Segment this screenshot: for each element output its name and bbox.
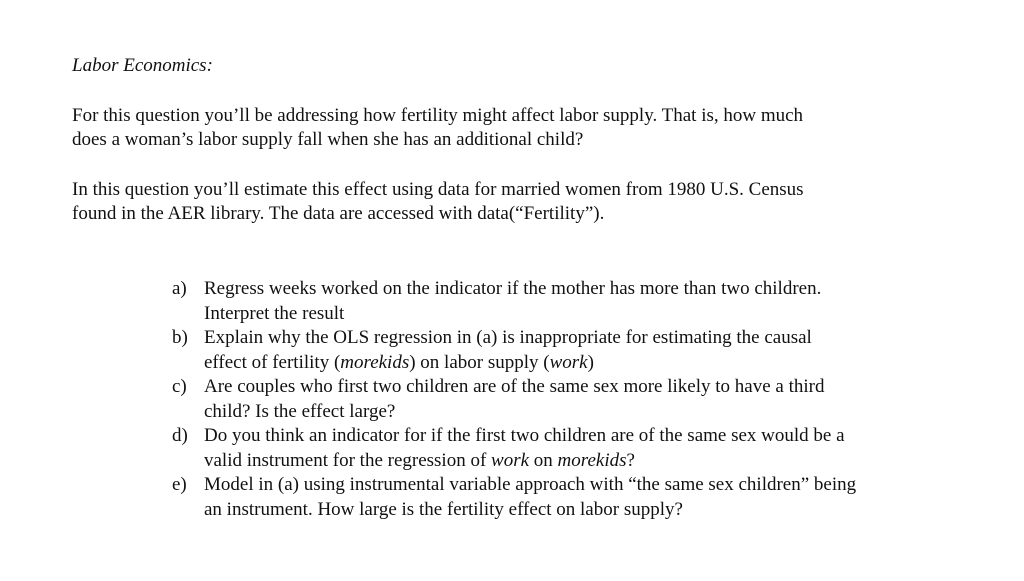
question-b-line-2 [204,351,972,376]
question-a-line-2: Interpret the result [204,302,345,324]
question-e-line-2: an instrument. How large is the fertility effect on labor supply? [204,498,683,520]
question-list [172,277,972,522]
question-c-line-1: Are couples who first two children are of the same sex more likely to have a third [204,376,825,397]
question-a-label: a) [172,278,187,299]
question-d-line-1: Do you think an indicator for if the first two children are of the same sex would be a [204,425,845,446]
question-b-line-1: Explain why the OLS regression in (a) is inappropriate for estimating the causal [204,327,812,348]
intro-paragraph-2 [72,178,972,226]
question-e-line-1: Model in (a) using instrumental variable approach with “the same sex children” being [204,474,857,495]
intro-paragraph-1-line-1: For this question you’ll be addressing how fertility might affect labor supply. That is, how much [72,105,804,126]
intro-paragraph-1-line-2: does a woman’s labor supply fall when she has an additional child? [72,129,584,150]
question-d-line-2-pre: valid instrument for the regression of [204,449,492,471]
question-b [172,326,972,375]
question-b-line-2-pre: effect of fertility ( [204,351,341,373]
question-b-line-2-mid: ) on labor supply ( [409,351,550,373]
variable-morekids: morekids [340,351,410,373]
question-c-line-2: child? Is the effect large? [204,400,396,422]
document-title: Labor Economics: [72,55,213,76]
variable-morekids: morekids [557,449,627,471]
question-c [172,375,972,424]
variable-work: work [491,449,530,471]
question-c-label: c) [172,376,187,397]
intro-paragraph-2-line-2: found in the AER library. The data are accessed with data(“Fertility”). [72,203,605,224]
question-d-line-2 [204,449,972,474]
intro-paragraph-2-line-1: In this question you’ll estimate this effect using data for married women from 1980 U.S. Census [72,179,804,200]
question-d-label: d) [172,425,188,446]
question-b-label: b) [172,327,188,348]
question-a-line-1: Regress weeks worked on the indicator if the mother has more than two children. [204,278,822,299]
question-e-label: e) [172,474,187,495]
question-d-line-2-mid: on [529,449,558,471]
question-d-line-2-post: ? [626,449,635,471]
question-a [172,277,972,326]
variable-work: work [549,351,588,373]
question-d [172,424,972,473]
question-e [172,473,972,522]
intro-paragraph-1 [72,104,972,152]
question-b-line-2-post: ) [587,351,594,373]
